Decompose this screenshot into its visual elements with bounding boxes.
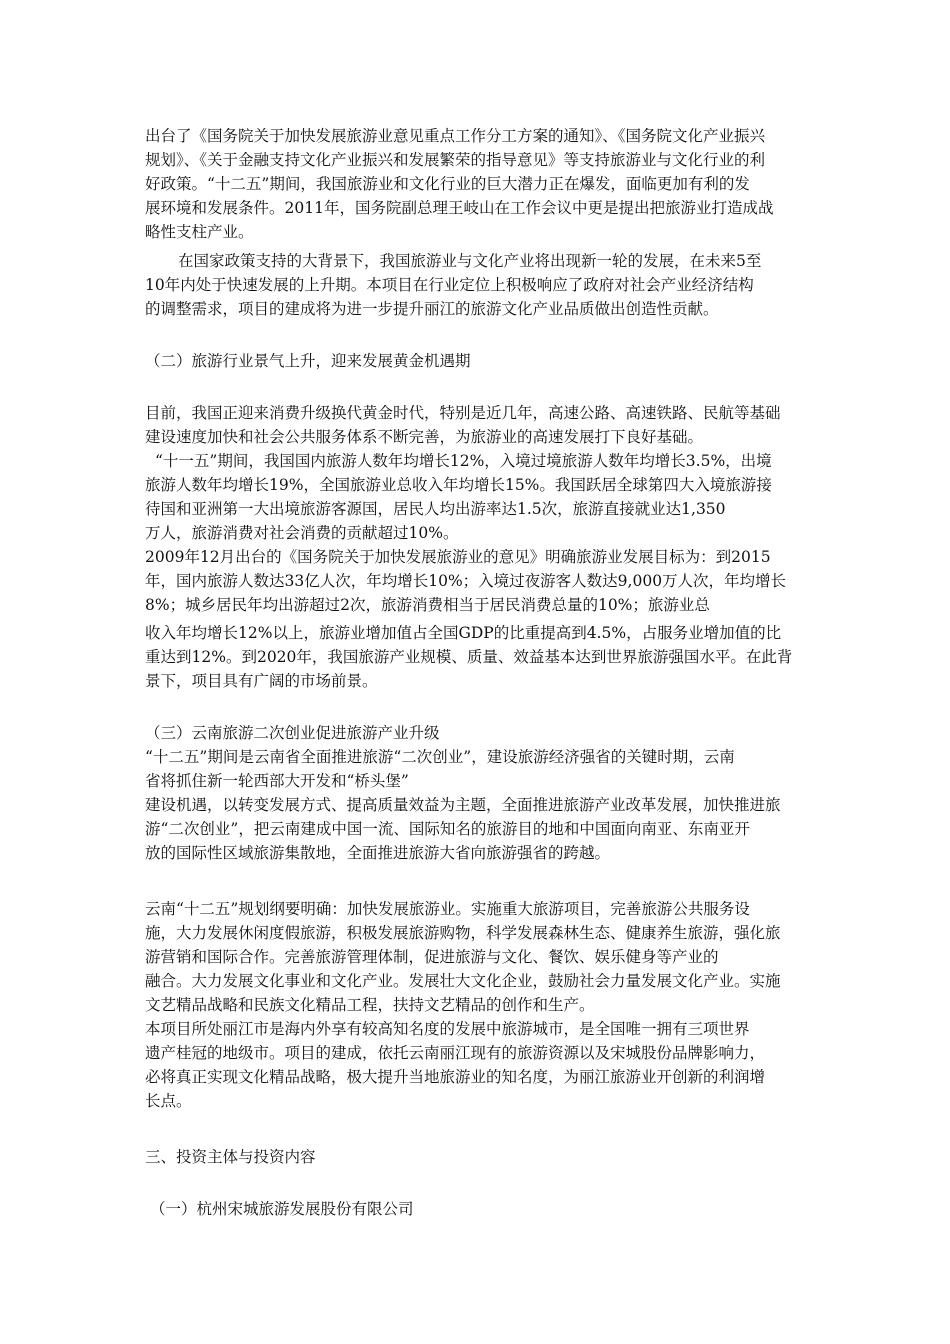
text-line: 云南“十二五”规划纲要明确：加快发展旅游业。实施重大旅游项目，完善旅游公共服务设 — [145, 900, 750, 918]
text-line: 待国和亚洲第一大出境旅游客源国，居民人均出游率达1.5次，旅游直接就业达1,350 — [145, 500, 726, 518]
text-line: 必将真正实现文化精品战略，极大提升当地旅游业的知名度，为丽江旅游业开创新的利润增 — [145, 1068, 766, 1086]
section-heading: （二）旅游行业景气上升，迎来发展黄金机遇期 — [145, 352, 471, 370]
text-line: 8%；城乡居民年均出游超过2次，旅游消费相当于居民消费总量的10%；旅游业总 — [145, 596, 710, 614]
text-line: 建设速度加快和社会公共服务体系不断完善，为旅游业的高速发展打下良好基础。 — [145, 428, 704, 446]
text-line: 年，国内旅游人数达33亿人次，年均增长10%；入境过夜游客人数达9,000万人次，年均增长 — [145, 572, 787, 590]
text-line: 重达到12%。到2020年，我国旅游产业规模、质量、效益基本达到世界旅游强国水平。在此背 — [145, 648, 793, 666]
text-line: 展环境和发展条件。2011年，国务院副总理王岐山在工作会议中更是提出把旅游业打造成战 — [145, 199, 774, 217]
text-line: 的调整需求，项目的建成将为进一步提升丽江的旅游文化产业品质做出创造性贡献。 — [145, 300, 719, 318]
text-line: 2009年12月出台的《国务院关于加快发展旅游业的意见》明确旅游业发展目标为：到2015 — [145, 548, 771, 566]
text-line: 景下，项目具有广阔的市场前景。 — [145, 672, 378, 690]
text-line: 遗产桂冠的地级市。项目的建成，依托云南丽江现有的旅游资源以及宋城股份品牌影响力， — [145, 1044, 766, 1062]
text-line: “十二五”期间是云南省全面推进旅游“二次创业”，建设旅游经济强省的关键时期，云南 — [145, 748, 735, 766]
text-line: 规划》、《关于金融支持文化产业振兴和发展繁荣的指导意见》等支持旅游业与文化行业的利 — [145, 151, 766, 169]
text-line: 收入年均增长12%以上，旅游业增加值占全国GDP的比重提高到4.5%，占服务业增加值的比 — [145, 624, 782, 642]
text-line: 建设机遇，以转变发展方式、提高质量效益为主题，全面推进旅游产业改革发展，加快推进旅 — [145, 796, 781, 814]
text-line: 目前，我国正迎来消费升级换代黄金时代，特别是近几年，高速公路、高速铁路、民航等基础 — [145, 404, 781, 422]
text-line: 本项目所处丽江市是海内外享有较高知名度的发展中旅游城市，是全国唯一拥有三项世界 — [145, 1020, 750, 1038]
text-line: 旅游人数年均增长19%，全国旅游业总收入年均增长15%。我国跃居全球第四大入境旅游接 — [145, 476, 772, 494]
text-line: 游“二次创业”，把云南建成中国一流、国际知名的旅游目的地和中国面向南亚、东南亚开 — [145, 820, 750, 838]
section-heading: （一）杭州宋城旅游发展股份有限公司 — [150, 1200, 414, 1218]
text-line: 文艺精品战略和民族文化精品工程，扶持文艺精品的创作和生产。 — [145, 996, 595, 1014]
text-line: 万人，旅游消费对社会消费的贡献超过10%。 — [145, 524, 459, 542]
text-line: 略性支柱产业。 — [145, 223, 254, 241]
text-line: 出台了《国务院关于加快发展旅游业意见重点工作分工方案的通知》、《国务院文化产业振兴 — [145, 127, 766, 145]
section-heading: 三、投资主体与投资内容 — [145, 1148, 316, 1166]
text-line: 好政策。“十二五”期间，我国旅游业和文化行业的巨大潜力正在爆发，面临更加有利的发 — [145, 175, 750, 193]
text-line: “十一五”期间，我国国内旅游人数年均增长12%，入境过境旅游人数年均增长3.5%，出境 — [155, 452, 772, 470]
text-line: 融合。大力发展文化事业和文化产业。发展壮大文化企业，鼓励社会力量发展文化产业。实施 — [145, 972, 781, 990]
section-heading: （三）云南旅游二次创业促进旅游产业升级 — [145, 724, 440, 742]
text-line: 施，大力发展休闲度假旅游，积极发展旅游购物，科学发展森林生态、健康养生旅游，强化旅 — [145, 924, 781, 942]
text-line: 省将抓住新一轮西部大开发和“桥头堡” — [145, 772, 409, 790]
text-line: 游营销和国际合作。完善旅游管理体制，促进旅游与文化、餐饮、娱乐健身等产业的 — [145, 948, 719, 966]
text-line: 长点。 — [145, 1092, 192, 1110]
text-line: 放的国际性区域旅游集散地，全面推进旅游大省向旅游强省的跨越。 — [145, 844, 611, 862]
text-line: 10年内处于快速发展的上升期。本项目在行业定位上积极响应了政府对社会产业经济结构 — [145, 276, 754, 294]
text-line: 在国家政策支持的大背景下，我国旅游业与文化产业将出现新一轮的发展，在未来5至 — [178, 252, 762, 270]
